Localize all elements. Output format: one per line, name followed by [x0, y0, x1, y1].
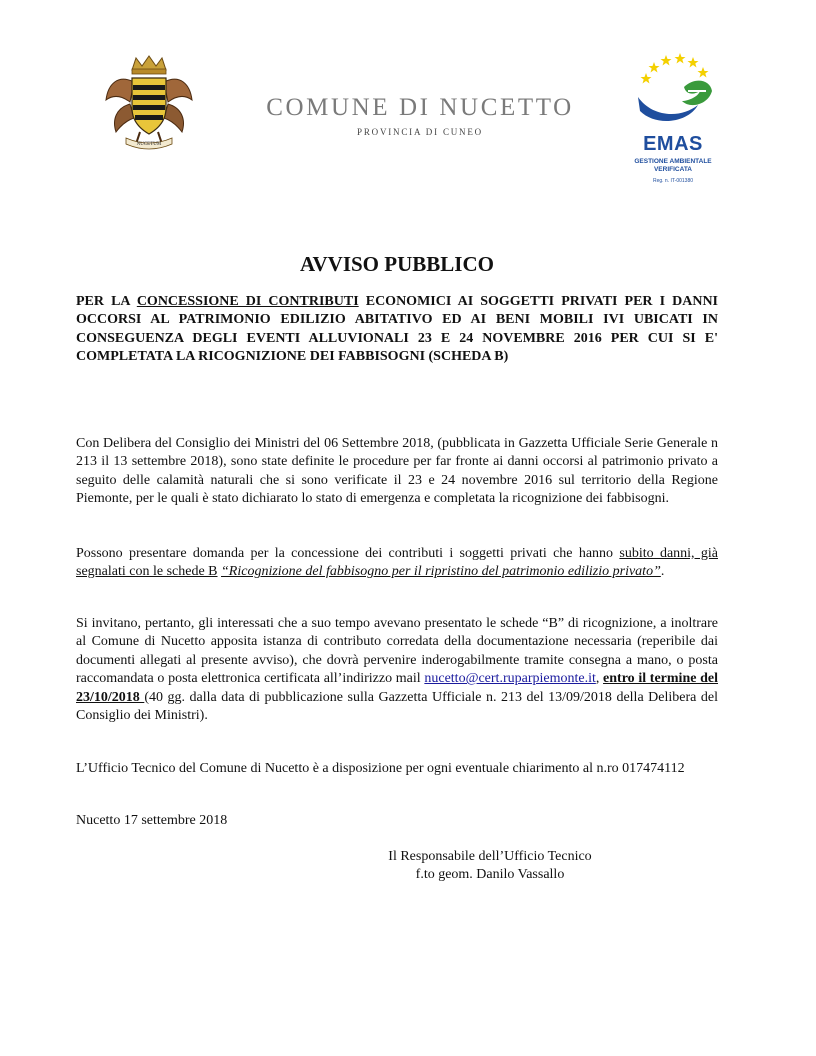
municipality-heading: [240, 94, 600, 137]
subject-rest: ECONOMICI AI SOGGETTI PRIVATI PER I DANNI OCCORSI AL PATRIMONIO EDILIZIO ABITATIVO ED AI BENI MOBILI IVI UBICATI IN CONSEGUENZA DEGLI EVENTI ALLUVIONALI 23 E 24 NOVEMBRE 2016 PER CUI SI E' COMPLETATA LA RICOGNIZIONE DEI FABBISOGNI (SCHEDA B): [76, 294, 719, 364]
document-title: AVVISO PUBBLICO: [300, 252, 494, 276]
notice-subject: [76, 293, 718, 366]
p2-underlined: subito danni, già segnalati con le schede B: [76, 546, 718, 580]
p3-text2: ,: [595, 671, 604, 687]
p3-text1: Si invitano, pertanto, gli interessati che a suo tempo avevano presentato le schede “B” di ricognizione, a inoltrare al Comune di Nucetto apposita istanza di contributo corredata della documentazione necessaria (reperibile dai documenti allegati al presente avviso), che dovrà pervenire inderogabilmente tramite consegna a mano, o posta raccomandata o posta elettronica certificata all’indirizzo mail: [76, 616, 718, 687]
crest-motto: NUCETUM: [136, 142, 162, 147]
emas-logo: [628, 47, 720, 192]
emas-caption: [628, 158, 718, 174]
signature-block: [330, 848, 650, 885]
paragraph-delibera: Con Delibera del Consiglio dei Ministri del 06 Settembre 2018, (pubblicata in Gazzetta Ufficiale Serie Generale n 213 il 13 settembre 2018), sono state definite le procedure per far fronte ai danni occorsi al patrimonio privato a seguito delle calamità naturali che si sono verificate il 23 e 24 novembre 2016 sul territorio della Regione Piemonte, per le quali è stato dichiarato lo stato di emergenza e completata la ricognizione dei fabbisogni.: [76, 436, 718, 507]
paragraph-eligibility: [76, 545, 718, 582]
pec-email-link[interactable]: nucetto@cert.ruparpiemonte.it: [424, 671, 596, 687]
municipality-name: COMUNE DI NUCETTO: [266, 94, 574, 121]
subject-prefix: PER LA: [76, 294, 137, 309]
emas-caption-line1: GESTIONE AMBIENTALE: [634, 158, 712, 165]
emas-emblem-icon: [628, 47, 720, 133]
paragraph-instructions: [76, 615, 718, 725]
signature-name: f.to geom. Danilo Vassallo: [415, 867, 565, 883]
subject-underlined: CONCESSIONE DI CONTRIBUTI: [136, 294, 359, 309]
signature-role: Il Responsabile dell’Ufficio Tecnico: [388, 849, 592, 864]
p2-italic-title: “Ricognizione del fabbisogno per il ripristino del patrimonio edilizio privato”: [221, 564, 661, 580]
emas-wordmark: EMAS: [643, 133, 703, 155]
emas-caption-line2: VERIFICATA: [653, 166, 693, 173]
province-name: PROVINCIA DI CUNEO: [357, 127, 483, 137]
p2-text1: Possono presentare domanda per la concessione dei contributi i soggetti privati che hanno: [76, 546, 620, 561]
deadline-text: entro il termine del 23/10/2018: [76, 671, 719, 705]
emas-registration: Reg. n. IT-001380: [652, 178, 694, 184]
paragraph-contact: L’Ufficio Tecnico del Comune di Nucetto è a disposizione per ogni eventuale chiarimento al n.ro 017474112: [76, 761, 685, 776]
municipal-crest-logo: [104, 52, 194, 152]
p3-text3: (40 gg. dalla data di pubblicazione sulla Gazzetta Ufficiale n. 213 del 13/09/2018 della Delibera del Consiglio dei Ministri).: [76, 689, 718, 724]
p2-text3: .: [660, 564, 665, 580]
place-date: Nucetto 17 settembre 2018: [76, 813, 228, 828]
